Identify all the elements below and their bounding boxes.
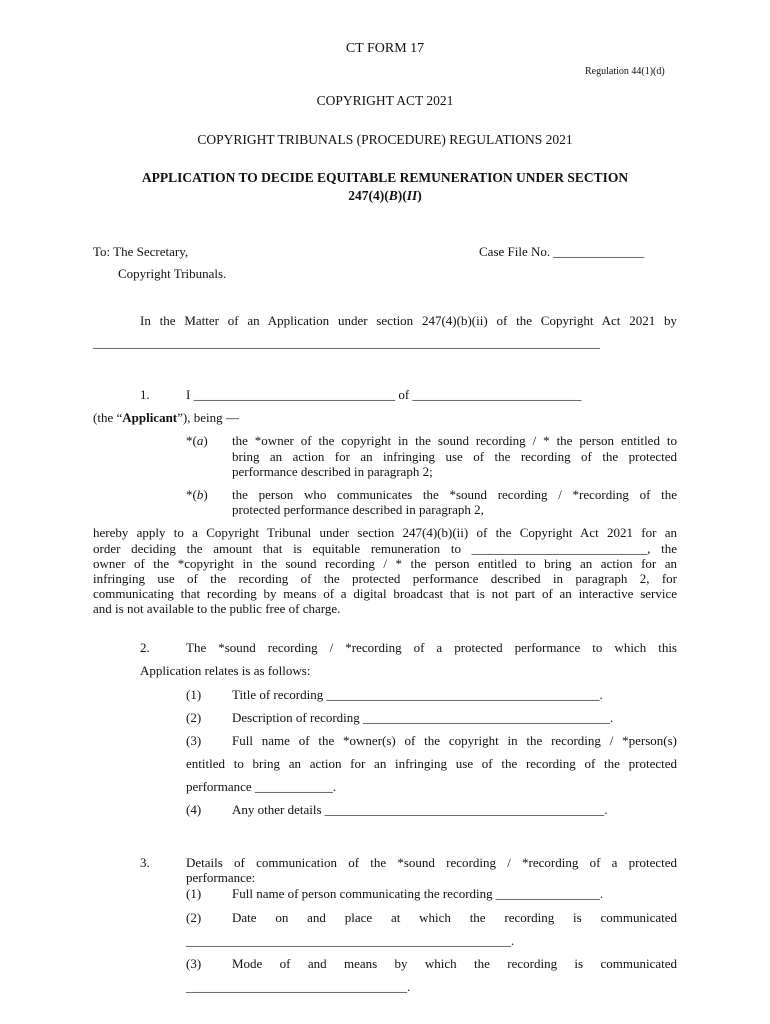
para2-item1-number: (1) <box>186 687 202 702</box>
para3-line1: Details of communication of the *sound recording / *recording of a protected <box>186 855 677 870</box>
option-b-close: ) <box>203 487 208 502</box>
para3-item2-text: Date on and place at which the recording is communicated <box>232 910 677 925</box>
option-a-line3: performance described in paragraph 2; <box>232 464 433 479</box>
para2-item1-text: Title of recording __________________________________________. <box>232 687 603 702</box>
para3-item2-number: (2) <box>186 910 202 925</box>
title-section-ii: II <box>406 188 418 203</box>
option-a-line2: bring an action for an infringing use of the recording of the protected <box>232 449 677 464</box>
hereby-line1: hereby apply to a Copyright Tribunal under section 247(4)(b)(ii) of the Copyright Act 2021 for an <box>93 525 677 540</box>
para2-number: 2. <box>140 640 150 655</box>
hereby-line5: communicating that recording by means of a digital broadcast that is not part of an interactive service <box>93 586 677 601</box>
para1-name-line: I _______________________________ of __________________________ <box>186 387 582 402</box>
para2-item3-line2: entitled to bring an action for an infringing use of the recording of the protected <box>186 756 677 771</box>
regulation-reference: Regulation 44(1)(d) <box>585 66 665 77</box>
applicant-definition <box>93 410 239 426</box>
para3-item3-text: Mode of and means by which the recording is communicated <box>232 956 677 971</box>
hereby-line4: infringing use of the recording of the protected performance described in paragraph 2, for <box>93 571 677 586</box>
title-section-b: B <box>388 188 398 203</box>
para2-item2-text: Description of recording ______________________________________. <box>232 710 614 725</box>
para2-item3-number: (3) <box>186 733 202 748</box>
para3-item1-text: Full name of person communicating the recording ________________. <box>232 886 604 901</box>
para3-item1-number: (1) <box>186 886 202 901</box>
option-b-line2: protected performance described in paragraph 2, <box>232 502 484 517</box>
title-section-prefix: 247(4)( <box>348 188 389 203</box>
applicant-prefix: (the “ <box>93 410 123 425</box>
regulations-title: COPYRIGHT TRIBUNALS (PROCEDURE) REGULATIONS 2021 <box>197 132 573 147</box>
act-title: COPYRIGHT ACT 2021 <box>316 93 454 108</box>
hereby-line6: and is not available to the public free of charge. <box>93 601 341 616</box>
application-title-line1: APPLICATION TO DECIDE EQUITABLE REMUNERATION UNDER SECTION <box>141 170 629 185</box>
hereby-line2: order deciding the amount that is equitable remuneration to ___________________________, the <box>93 541 677 556</box>
option-a-open: *( <box>186 433 197 448</box>
para2-item3-text: Full name of the *owner(s) of the copyright in the recording / *person(s) <box>232 733 677 748</box>
para3-item3-number: (3) <box>186 956 202 971</box>
para2-line2: Application relates is as follows: <box>140 663 311 678</box>
option-b-open: *( <box>186 487 197 502</box>
para3-line2: performance: <box>186 870 256 885</box>
form-title: CT FORM 17 <box>345 41 425 56</box>
para3-number: 3. <box>140 855 150 870</box>
option-b-line1: the person who communicates the *sound recording / *recording of the <box>232 487 677 502</box>
para1-number: 1. <box>140 387 150 402</box>
title-section-suffix: ) <box>417 188 422 203</box>
applicant-suffix: ”), being — <box>177 410 239 425</box>
para3-item2-blank: __________________________________________________. <box>186 933 515 948</box>
para2-item2-number: (2) <box>186 710 202 725</box>
option-a-line1: the *owner of the copyright in the sound recording / * the person entitled to <box>232 433 677 448</box>
hereby-line3: owner of the *copyright in the sound recording / * the person entitled to bring an action for an <box>93 556 677 571</box>
matter-line1: In the Matter of an Application under section 247(4)(b)(ii) of the Copyright Act 2021 by <box>140 313 677 328</box>
option-a-letter: a <box>196 433 204 448</box>
option-a-label <box>186 433 208 449</box>
para2-item4-text: Any other details ___________________________________________. <box>232 802 608 817</box>
option-b-letter: b <box>196 487 204 502</box>
case-file-number: Case File No. ______________ <box>479 244 645 259</box>
para2-line1: The *sound recording / *recording of a protected performance to which this <box>186 640 677 655</box>
option-a-close: ) <box>203 433 208 448</box>
applicant-word: Applicant <box>122 410 178 425</box>
to-secretary: To: The Secretary, <box>93 244 189 259</box>
para3-item3-blank: __________________________________. <box>186 979 411 994</box>
para2-item3-line3: performance ____________. <box>186 779 337 794</box>
copyright-tribunals: Copyright Tribunals. <box>118 266 227 281</box>
para2-item4-number: (4) <box>186 802 202 817</box>
matter-applicant-blank: ______________________________________________________________________________ <box>93 335 600 350</box>
option-b-label <box>186 487 208 503</box>
application-title-line2 <box>0 188 770 204</box>
title-section-mid: )( <box>397 188 407 203</box>
